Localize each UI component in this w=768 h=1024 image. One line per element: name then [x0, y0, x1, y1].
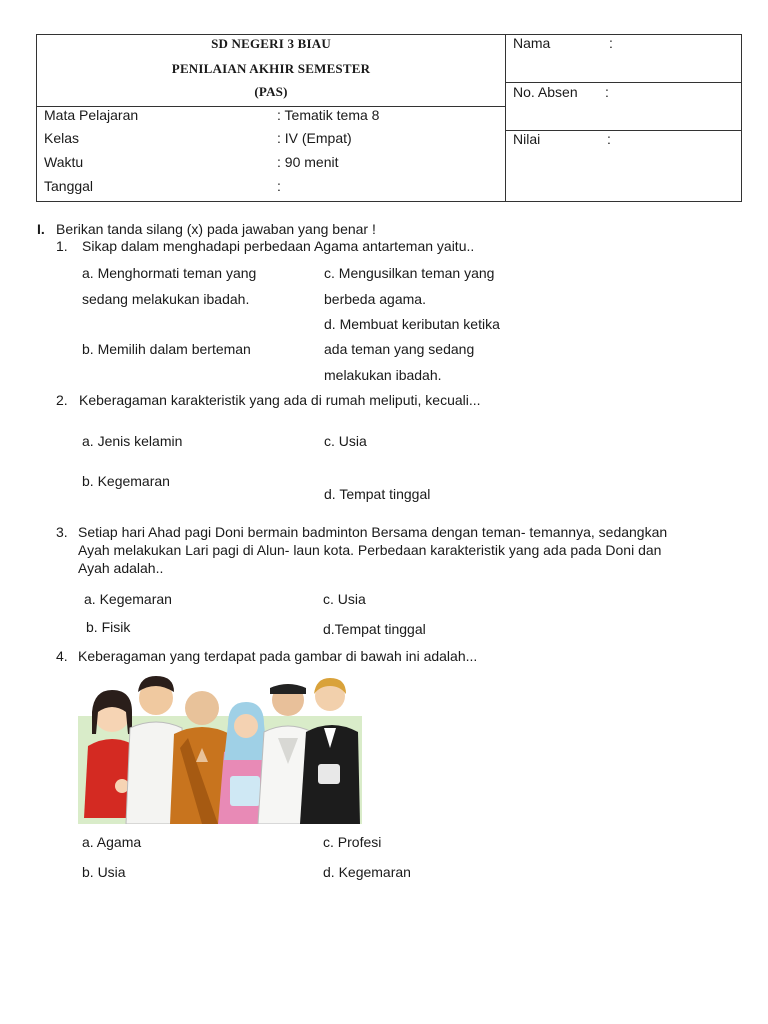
school-name: SD NEGERI 3 BIAU	[211, 36, 331, 51]
field-absen-label: No. Absen	[513, 84, 578, 100]
q4-option-b[interactable]: b. Usia	[82, 864, 126, 880]
q3-option-b[interactable]: b. Fisik	[86, 619, 131, 635]
q2-option-b[interactable]: b. Kegemaran	[82, 473, 170, 489]
q1-option-d-line1[interactable]: d. Membuat keributan ketika	[324, 316, 500, 332]
q1-option-a-line1[interactable]: a. Menghormati teman yang	[82, 265, 257, 281]
q1-option-d-line2[interactable]: ada teman yang sedang	[324, 341, 475, 357]
q1-option-a-line2[interactable]: sedang melakukan ibadah.	[82, 291, 250, 307]
header-table	[36, 34, 742, 202]
question-3-line2: Ayah melakukan Lari pagi di Alun- laun kota. Perbedaan karakteristik yang ada pada Doni dan	[78, 542, 662, 558]
question-4-text: Keberagaman yang terdapat pada gambar di bawah ini adalah...	[78, 648, 478, 664]
q2-option-d[interactable]: d. Tempat tinggal	[324, 486, 431, 502]
field-time-label: Waktu	[44, 154, 84, 170]
q4-option-d[interactable]: d. Kegemaran	[323, 864, 411, 880]
q3-option-d[interactable]: d.Tempat tinggal	[323, 621, 426, 637]
field-class-value: : IV (Empat)	[277, 130, 352, 146]
header-divider	[505, 34, 506, 202]
q1-option-b[interactable]: b. Memilih dalam berteman	[82, 341, 251, 357]
field-date-value: :	[277, 178, 281, 194]
q2-option-a[interactable]: a. Jenis kelamin	[82, 433, 183, 449]
field-score-label: Nilai	[513, 131, 541, 147]
question-3-line1: Setiap hari Ahad pagi Doni bermain badminton Bersama dengan teman- temannya, sedangkan	[78, 524, 668, 540]
q1-option-c-line1[interactable]: c. Mengusilkan teman yang	[324, 265, 495, 281]
field-date-label: Tanggal	[44, 178, 94, 194]
field-absen-colon: :	[605, 84, 609, 100]
right-rule-2	[505, 130, 742, 131]
q3-option-c[interactable]: c. Usia	[323, 591, 366, 607]
exam-title: PENILAIAN AKHIR SEMESTER	[171, 61, 371, 76]
question-2-text: Keberagaman karakteristik yang ada di rumah meliputi, kecuali...	[79, 392, 481, 408]
q4-option-c[interactable]: c. Profesi	[323, 834, 382, 850]
question-3-line3: Ayah adalah..	[78, 560, 164, 576]
exam-abbr: (PAS)	[254, 84, 288, 99]
q4-option-a[interactable]: a. Agama	[82, 834, 142, 850]
field-time-value: : 90 menit	[277, 154, 339, 170]
question-4-number: 4.	[56, 648, 68, 664]
field-name-colon: :	[609, 35, 613, 51]
question-2-number: 2.	[56, 392, 68, 408]
field-score-colon: :	[607, 131, 611, 147]
section-instruction: Berikan tanda silang (x) pada jawaban yang benar !	[56, 221, 376, 237]
q3-option-a[interactable]: a. Kegemaran	[84, 591, 172, 607]
field-name-label: Nama	[513, 35, 551, 51]
q1-option-d-line3[interactable]: melakukan ibadah.	[324, 367, 442, 383]
question-3-number: 3.	[56, 524, 68, 540]
q2-option-c[interactable]: c. Usia	[324, 433, 367, 449]
religions-illustration	[78, 668, 362, 824]
field-class-label: Kelas	[44, 130, 80, 146]
q1-option-c-line2[interactable]: berbeda agama.	[324, 291, 426, 307]
field-subject-value: : Tematik tema 8	[277, 107, 380, 123]
question-1-number: 1.	[56, 238, 68, 254]
question-1-text: Sikap dalam menghadapi perbedaan Agama antarteman yaitu..	[82, 238, 475, 254]
figure-woman-black	[300, 678, 360, 824]
right-rule-1	[505, 82, 742, 83]
field-subject-label: Mata Pelajaran	[44, 107, 139, 123]
section-numeral: I.	[37, 221, 45, 237]
